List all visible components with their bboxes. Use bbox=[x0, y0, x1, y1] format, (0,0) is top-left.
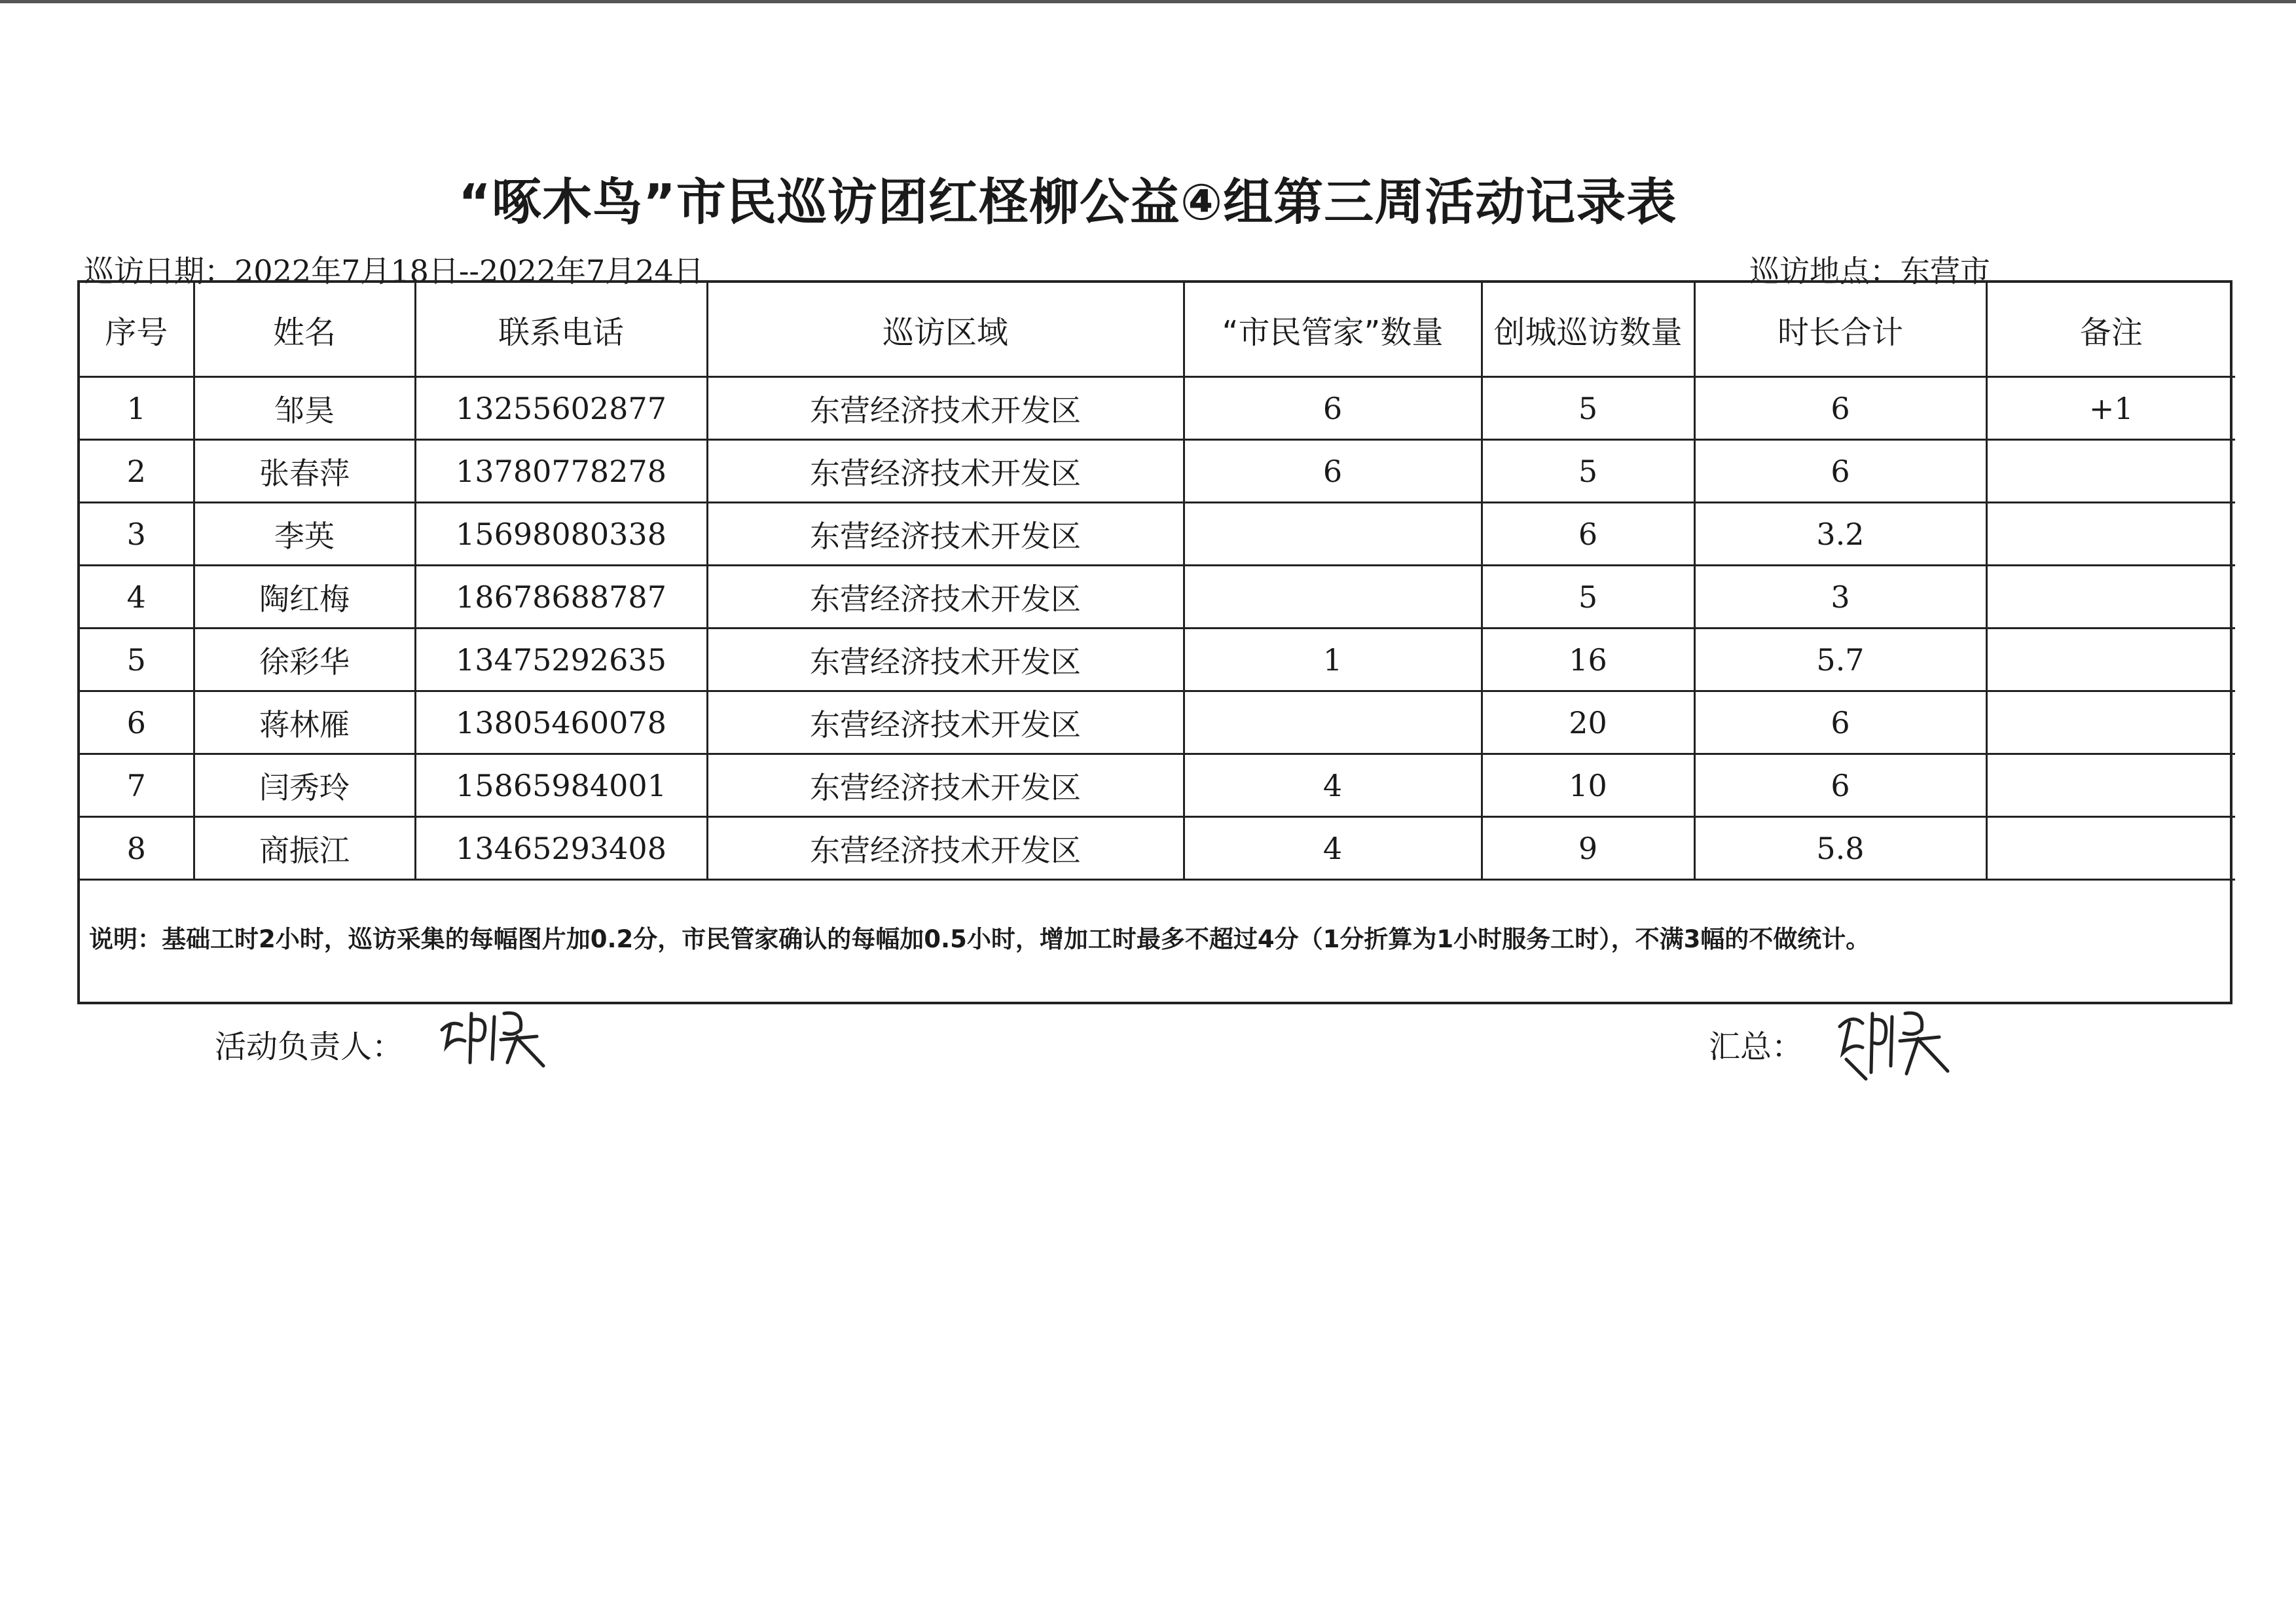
table-cell: 东营经济技术开发区 bbox=[707, 629, 1184, 691]
record-sheet bbox=[77, 280, 2232, 1004]
note-text: 说明：基础工时2小时，巡访采集的每幅图片加0.2分，市民管家确认的每幅加0.5小时，增加工时最多不超过4分（1分折算为1小时服务工时），不满3幅的不做统计。 bbox=[89, 925, 1870, 953]
table-cell: 5.8 bbox=[1694, 817, 1986, 880]
table-cell: 16 bbox=[1482, 629, 1694, 691]
table-cell bbox=[1986, 754, 2235, 817]
table-cell: 东营经济技术开发区 bbox=[707, 691, 1184, 754]
table-cell: 18678688787 bbox=[415, 566, 707, 629]
table-cell bbox=[1986, 629, 2235, 691]
summary-label: 汇总： bbox=[1709, 1029, 1804, 1065]
table-cell: 6 bbox=[1482, 503, 1694, 566]
table-cell: 东营经济技术开发区 bbox=[707, 440, 1184, 503]
table-cell: 13465293408 bbox=[415, 817, 707, 880]
table-cell: 6 bbox=[1694, 691, 1986, 754]
table-cell: 20 bbox=[1482, 691, 1694, 754]
visit-date: 巡访日期：2022年7月18日--2022年7月24日 bbox=[84, 253, 704, 289]
table-cell: 5 bbox=[80, 629, 194, 691]
table-cell: 4 bbox=[1184, 754, 1482, 817]
table-cell: 4 bbox=[80, 566, 194, 629]
table-cell: 陶红梅 bbox=[194, 566, 415, 629]
header-row bbox=[80, 283, 2235, 377]
table-row bbox=[80, 754, 2235, 817]
table-cell: 3.2 bbox=[1694, 503, 1986, 566]
table-cell: 东营经济技术开发区 bbox=[707, 566, 1184, 629]
table-cell: 13255602877 bbox=[415, 377, 707, 440]
table-cell: 李英 bbox=[194, 503, 415, 566]
table-cell: 13805460078 bbox=[415, 691, 707, 754]
table-cell: 1 bbox=[80, 377, 194, 440]
table-cell: 东营经济技术开发区 bbox=[707, 754, 1184, 817]
table-cell: 3 bbox=[1694, 566, 1986, 629]
table-cell bbox=[1184, 691, 1482, 754]
leader-signature bbox=[432, 1000, 563, 1072]
summary-signature bbox=[1827, 1000, 1964, 1099]
table-cell: 6 bbox=[1694, 377, 1986, 440]
table-row bbox=[80, 440, 2235, 503]
header-cell: “市民管家”数量 bbox=[1184, 283, 1482, 377]
table-row bbox=[80, 503, 2235, 566]
table-cell: 商振江 bbox=[194, 817, 415, 880]
table-cell: 7 bbox=[80, 754, 194, 817]
table-cell: 8 bbox=[80, 817, 194, 880]
table-row bbox=[80, 566, 2235, 629]
table-cell: 3 bbox=[80, 503, 194, 566]
table-cell: 6 bbox=[1184, 440, 1482, 503]
visit-location: 巡访地点：东营市 bbox=[1749, 253, 1990, 289]
table-cell: 5.7 bbox=[1694, 629, 1986, 691]
table-cell: 15698080338 bbox=[415, 503, 707, 566]
table-cell: 东营经济技术开发区 bbox=[707, 503, 1184, 566]
table-cell: 13780778278 bbox=[415, 440, 707, 503]
header-cell: 时长合计 bbox=[1694, 283, 1986, 377]
table-cell: 5 bbox=[1482, 566, 1694, 629]
note-section bbox=[80, 872, 2230, 1002]
header-cell: 备注 bbox=[1986, 283, 2235, 377]
table-cell bbox=[1986, 691, 2235, 754]
table-cell: +1 bbox=[1986, 377, 2235, 440]
table-cell: 4 bbox=[1184, 817, 1482, 880]
leader-label: 活动负责人： bbox=[215, 1029, 404, 1065]
table-cell: 6 bbox=[1694, 754, 1986, 817]
table-row bbox=[80, 629, 2235, 691]
table-cell: 13475292635 bbox=[415, 629, 707, 691]
header-cell: 序号 bbox=[80, 283, 194, 377]
table-cell: 1 bbox=[1184, 629, 1482, 691]
table-cell: 2 bbox=[80, 440, 194, 503]
table-cell: 蒋林雁 bbox=[194, 691, 415, 754]
table-cell: 5 bbox=[1482, 440, 1694, 503]
table-cell bbox=[1986, 817, 2235, 880]
header-cell: 创城巡访数量 bbox=[1482, 283, 1694, 377]
table-cell: 东营经济技术开发区 bbox=[707, 817, 1184, 880]
header-cell: 姓名 bbox=[194, 283, 415, 377]
header-cell: 巡访区域 bbox=[707, 283, 1184, 377]
table-cell: 徐彩华 bbox=[194, 629, 415, 691]
table-cell: 9 bbox=[1482, 817, 1694, 880]
table-row bbox=[80, 817, 2235, 880]
table-cell: 东营经济技术开发区 bbox=[707, 377, 1184, 440]
table-cell bbox=[1986, 566, 2235, 629]
table-cell: 闫秀玲 bbox=[194, 754, 415, 817]
table-cell bbox=[1986, 440, 2235, 503]
table-row bbox=[80, 377, 2235, 440]
table-cell: 5 bbox=[1482, 377, 1694, 440]
record-table bbox=[80, 283, 2235, 881]
table-cell: 6 bbox=[1694, 440, 1986, 503]
table-row bbox=[80, 691, 2235, 754]
table-cell bbox=[1184, 566, 1482, 629]
table-cell bbox=[1184, 503, 1482, 566]
table-cell: 6 bbox=[1184, 377, 1482, 440]
table-cell: 10 bbox=[1482, 754, 1694, 817]
header-cell: 联系电话 bbox=[415, 283, 707, 377]
table-cell: 张春萍 bbox=[194, 440, 415, 503]
scan-top-edge bbox=[0, 0, 2296, 3]
table-cell: 邹昊 bbox=[194, 377, 415, 440]
table-cell bbox=[1986, 503, 2235, 566]
table-cell: 6 bbox=[80, 691, 194, 754]
document-title: “啄木鸟”市民巡访团红柽柳公益④组第三周活动记录表 bbox=[458, 173, 1677, 231]
table-cell: 15865984001 bbox=[415, 754, 707, 817]
